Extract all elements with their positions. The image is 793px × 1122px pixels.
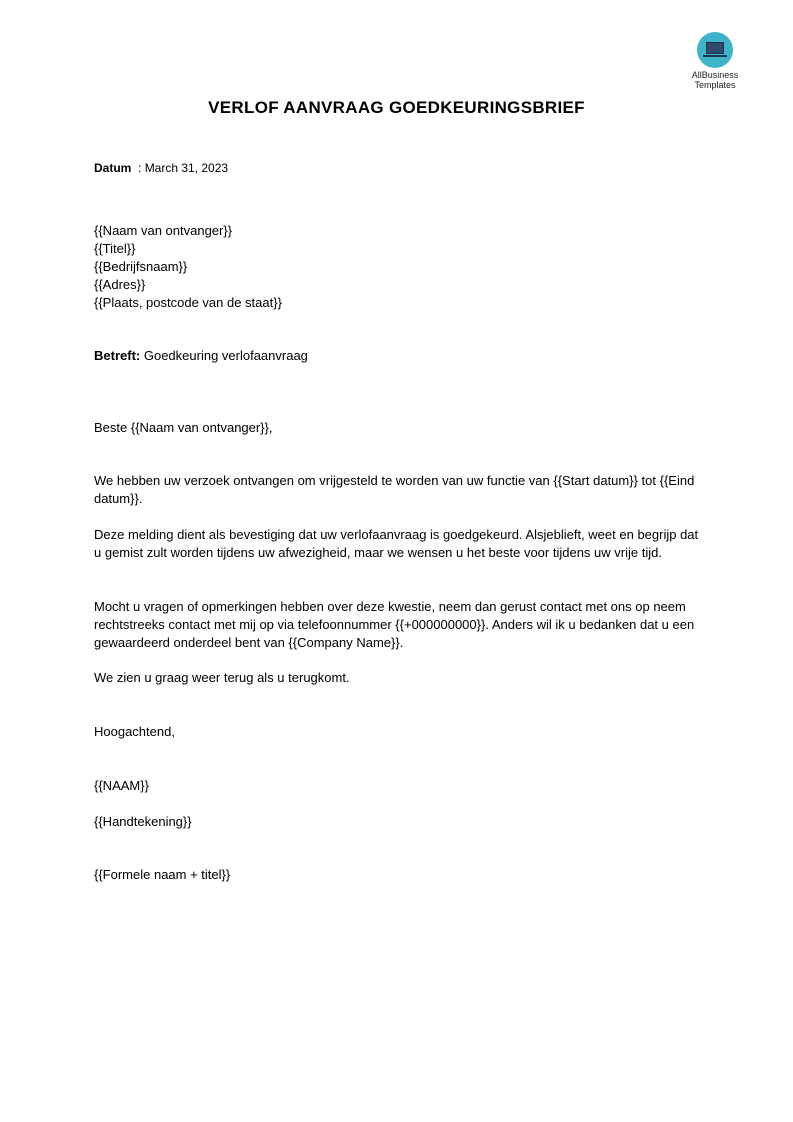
recipient-title: {{Titel}} bbox=[94, 241, 136, 256]
recipient-company: {{Bedrijfsnaam}} bbox=[94, 259, 188, 274]
closing: Hoogachtend, bbox=[94, 724, 175, 739]
recipient-address: {{Adres}} bbox=[94, 277, 146, 292]
body-paragraph-2: Deze melding dient als bevestiging dat uw verlofaanvraag is goedgekeurd. Alsjeblieft, weet en begrijp dat u gemist zult worden tijdens uw afwezigheid, maar we wensen u het beste voor tijdens uw vrije tijd. bbox=[94, 527, 699, 560]
date-value: March 31, 2023 bbox=[144, 161, 229, 175]
date-separator: : bbox=[138, 161, 145, 175]
recipient-city: {{Plaats, postcode van de staat}} bbox=[94, 295, 282, 310]
signature-handwritten: {{Handtekening}} bbox=[94, 814, 192, 829]
recipient-name: {{Naam van ontvanger}} bbox=[94, 223, 233, 238]
subject-value: Goedkeuring verlofaanvraag bbox=[143, 348, 308, 363]
logo-line-1: AllBusiness bbox=[691, 70, 739, 80]
date-label: Datum bbox=[94, 161, 132, 175]
subject-line bbox=[94, 347, 308, 365]
document-title: VERLOF AANVRAAG GOEDKEURINGSBRIEF bbox=[208, 98, 585, 117]
signature-name: {{NAAM}} bbox=[94, 778, 149, 793]
body-paragraph-3: Mocht u vragen of opmerkingen hebben over deze kwestie, neem dan gerust contact met ons op neem rechtstreeks contact met mij op via telefoonnummer {{+000000000}}. Anders wil ik u bedanken dat u een gewaardeerd onderdeel bent van {{Company Name}}. bbox=[94, 599, 695, 650]
signature-formal: {{Formele naam + titel}} bbox=[94, 867, 231, 882]
date-line bbox=[94, 159, 228, 177]
laptop-icon bbox=[697, 32, 733, 68]
subject-label: Betreft: bbox=[94, 348, 141, 363]
logo-line-2: Templates bbox=[694, 80, 736, 90]
body-paragraph-4: We zien u graag weer terug als u terugkomt. bbox=[94, 670, 350, 685]
salutation: Beste {{Naam van ontvanger}}, bbox=[94, 420, 273, 435]
allbusiness-templates-logo bbox=[676, 32, 754, 90]
body-paragraph-1: We hebben uw verzoek ontvangen om vrijgesteld te worden van uw functie van {{Start datum}} tot {{Eind datum}}. bbox=[94, 473, 695, 506]
logo-text bbox=[676, 70, 754, 90]
